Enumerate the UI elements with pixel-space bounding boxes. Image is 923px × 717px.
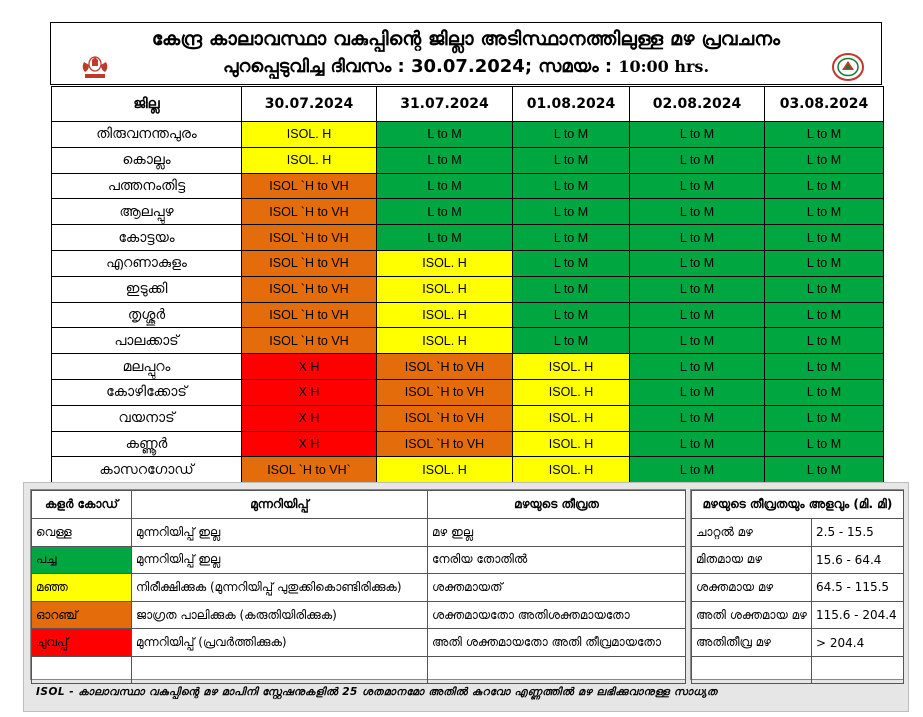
- forecast-cell: ISOL. H: [242, 147, 377, 173]
- forecast-cell: ISOL. H: [377, 250, 513, 276]
- forecast-cell: ISOL `H to VH: [242, 276, 377, 302]
- forecast-cell: L to M: [630, 250, 765, 276]
- forecast-cell: L to M: [377, 147, 513, 173]
- forecast-cell: ISOL `H to VH: [242, 328, 377, 354]
- color-code-table: [31, 490, 686, 684]
- table-row: [52, 431, 884, 457]
- district-name: പാലക്കാട്: [52, 328, 242, 354]
- forecast-cell: L to M: [513, 122, 630, 148]
- warning-header: മുന്നറിയിപ്പ്: [132, 491, 428, 519]
- table-row: [52, 379, 884, 405]
- forecast-cell: ISOL `H to VH: [377, 379, 513, 405]
- rain-category: മിതമായ മഴ: [692, 546, 812, 574]
- table-row: [52, 122, 884, 148]
- legend-row: [32, 574, 686, 602]
- forecast-cell: L to M: [513, 302, 630, 328]
- legend-header-row: [32, 491, 686, 519]
- district-name: വയനാട്: [52, 405, 242, 431]
- forecast-header: [50, 22, 882, 85]
- forecast-cell: L to M: [513, 199, 630, 225]
- warning-text: നിരീക്ഷിക്കുക (മുന്നറിയിപ്പ് പുതുക്കികൊണ്ടിരിക്കുക): [132, 574, 428, 602]
- forecast-cell: L to M: [765, 122, 884, 148]
- forecast-cell: L to M: [630, 199, 765, 225]
- forecast-cell: L to M: [513, 225, 630, 251]
- imd-logo-icon: [831, 52, 865, 82]
- intensity-scale-header: മഴയുടെ തീവ്രതയും അളവും (മി. മി): [692, 491, 904, 519]
- forecast-cell: X H: [242, 379, 377, 405]
- legend-row: [32, 546, 686, 574]
- intensity-header: മഴയുടെ തീവ്രത: [428, 491, 686, 519]
- forecast-cell: L to M: [513, 276, 630, 302]
- forecast-cell: L to M: [630, 276, 765, 302]
- color-swatch-label: ചുവപ്പ്: [32, 629, 132, 657]
- forecast-cell: ISOL. H: [377, 328, 513, 354]
- empty-cell: [692, 656, 812, 683]
- forecast-cell: ISOL. H: [377, 457, 513, 483]
- forecast-cell: L to M: [765, 276, 884, 302]
- district-name: കണ്ണൂർ: [52, 431, 242, 457]
- forecast-cell: L to M: [377, 173, 513, 199]
- scale-blank-row: [692, 656, 904, 683]
- forecast-cell: L to M: [630, 302, 765, 328]
- district-name: കോട്ടയം: [52, 225, 242, 251]
- forecast-table: [51, 86, 884, 483]
- forecast-cell: ISOL. H: [513, 457, 630, 483]
- empty-cell: [812, 656, 904, 683]
- intensity-text: ശക്തമായതോ അതിശക്തമായതോ: [428, 601, 686, 629]
- forecast-cell: L to M: [513, 250, 630, 276]
- forecast-cell: ISOL. H: [513, 431, 630, 457]
- forecast-cell: ISOL `H to VH`: [242, 457, 377, 483]
- legend-panel: [23, 482, 909, 712]
- legend-row: [32, 629, 686, 657]
- district-name: പത്തനംതിട്ട: [52, 173, 242, 199]
- table-row: [52, 147, 884, 173]
- forecast-cell: ISOL. H: [513, 379, 630, 405]
- district-name: മലപ്പുറം: [52, 354, 242, 380]
- table-row: [52, 250, 884, 276]
- forecast-cell: L to M: [765, 250, 884, 276]
- district-name: ആലപ്പുഴ: [52, 199, 242, 225]
- district-name: തൃശ്ശൂർ: [52, 302, 242, 328]
- warning-text: മുന്നറിയിപ്പ് ഇല്ല: [132, 546, 428, 574]
- color-swatch-label: ഓറഞ്ച്: [32, 601, 132, 629]
- date-column-header: 02.08.2024: [630, 87, 765, 122]
- district-name: കോഴിക്കോട്: [52, 379, 242, 405]
- table-row: [52, 328, 884, 354]
- rain-range: 64.5 - 115.5: [812, 574, 904, 602]
- legend-row: [32, 601, 686, 629]
- forecast-cell: ISOL `H to VH: [377, 405, 513, 431]
- forecast-cell: L to M: [630, 328, 765, 354]
- intensity-scale-table: [691, 490, 904, 684]
- forecast-cell: L to M: [630, 122, 765, 148]
- forecast-cell: X H: [242, 405, 377, 431]
- color-swatch-label: പച്ച: [32, 546, 132, 574]
- table-row: [52, 405, 884, 431]
- scale-header-row: [692, 491, 904, 519]
- isol-footnote: ISOL - കാലാവസ്ഥാ വകുപ്പിന്റെ മഴ മാപിനി സ്റ്റേഷനുകളിൽ 25 ശതമാനമോ അതിൽ കുറവോ എണ്ണത്തിൽ മഴ ലഭിക്കുവാനുള്ള സാധ്യത: [36, 686, 718, 698]
- forecast-cell: L to M: [630, 354, 765, 380]
- forecast-cell: L to M: [765, 405, 884, 431]
- forecast-cell: L to M: [513, 328, 630, 354]
- rain-category: അതിതീവ്ര മഴ: [692, 629, 812, 657]
- forecast-cell: X H: [242, 431, 377, 457]
- table-row: [52, 302, 884, 328]
- forecast-cell: ISOL. H: [242, 122, 377, 148]
- forecast-cell: L to M: [630, 173, 765, 199]
- forecast-cell: L to M: [765, 225, 884, 251]
- rain-range: 15.6 - 64.4: [812, 546, 904, 574]
- legend-row: [32, 519, 686, 547]
- district-name: കൊല്ലം: [52, 147, 242, 173]
- district-name: കാസറഗോഡ്: [52, 457, 242, 483]
- forecast-cell: ISOL. H: [513, 405, 630, 431]
- forecast-cell: L to M: [630, 379, 765, 405]
- color-swatch-label: വെള്ള: [32, 519, 132, 547]
- empty-cell: [132, 656, 428, 683]
- intensity-text: മഴ ഇല്ല: [428, 519, 686, 547]
- district-column-header: ജില്ല: [52, 87, 242, 122]
- intensity-scale-legend: [690, 489, 904, 680]
- forecast-cell: L to M: [377, 122, 513, 148]
- forecast-cell: L to M: [765, 173, 884, 199]
- forecast-cell: L to M: [513, 173, 630, 199]
- table-row: [52, 457, 884, 483]
- intensity-text: ശക്തമായത്: [428, 574, 686, 602]
- forecast-cell: ISOL `H to VH: [242, 250, 377, 276]
- forecast-cell: L to M: [765, 302, 884, 328]
- forecast-cell: L to M: [513, 147, 630, 173]
- forecast-cell: ISOL `H to VH: [377, 354, 513, 380]
- table-row: [52, 199, 884, 225]
- district-name: എറണാകുളം: [52, 250, 242, 276]
- scale-row: [692, 629, 904, 657]
- published-datetime: [51, 56, 881, 77]
- legend-blank-row: [32, 656, 686, 683]
- forecast-cell: ISOL `H to VH: [242, 173, 377, 199]
- forecast-cell: ISOL. H: [377, 276, 513, 302]
- color-code-header: കളർ കോഡ്: [32, 491, 132, 519]
- warning-text: ജാഗ്രത പാലിക്കുക (കരുതിയിരിക്കുക): [132, 601, 428, 629]
- intensity-text: നേരിയ തോതിൽ: [428, 546, 686, 574]
- forecast-cell: ISOL `H to VH: [377, 431, 513, 457]
- date-column-header: 31.07.2024: [377, 87, 513, 122]
- forecast-cell: L to M: [630, 431, 765, 457]
- forecast-cell: L to M: [630, 405, 765, 431]
- page-title: കേന്ദ്ര കാലാവസ്ഥാ വകുപ്പിന്റെ ജില്ലാ അടിസ്ഥാനത്തിലുള്ള മഴ പ്രവചനം: [151, 28, 781, 50]
- empty-cell: [32, 656, 132, 683]
- rain-category: അതി ശക്തമായ മഴ: [692, 601, 812, 629]
- table-row: [52, 354, 884, 380]
- forecast-cell: ISOL. H: [377, 302, 513, 328]
- forecast-cell: L to M: [630, 147, 765, 173]
- forecast-cell: L to M: [630, 225, 765, 251]
- date-column-header: 01.08.2024: [513, 87, 630, 122]
- forecast-cell: L to M: [765, 431, 884, 457]
- forecast-cell: ISOL `H to VH: [242, 199, 377, 225]
- rain-category: ചാറ്റൽ മഴ: [692, 519, 812, 547]
- rain-range: > 204.4: [812, 629, 904, 657]
- scale-row: [692, 519, 904, 547]
- kerala-emblem-icon: [79, 54, 111, 80]
- table-row: [52, 276, 884, 302]
- table-row: [52, 225, 884, 251]
- date-column-header: 30.07.2024: [242, 87, 377, 122]
- empty-cell: [428, 656, 686, 683]
- warning-text: മുന്നറിയിപ്പ് ഇല്ല: [132, 519, 428, 547]
- forecast-cell: X H: [242, 354, 377, 380]
- forecast-cell: L to M: [765, 379, 884, 405]
- scale-row: [692, 574, 904, 602]
- intensity-text: അതി ശക്തമായതോ അതി തീവ്രമായതോ: [428, 629, 686, 657]
- district-name: തിരുവനന്തപുരം: [52, 122, 242, 148]
- scale-row: [692, 601, 904, 629]
- forecast-cell: L to M: [765, 199, 884, 225]
- rain-range: 115.6 - 204.4: [812, 601, 904, 629]
- forecast-cell: ISOL `H to VH: [242, 225, 377, 251]
- forecast-cell: ISOL. H: [513, 354, 630, 380]
- scale-row: [692, 546, 904, 574]
- forecast-cell: L to M: [765, 147, 884, 173]
- district-name: ഇടുക്കി: [52, 276, 242, 302]
- color-code-legend: [30, 489, 686, 680]
- forecast-cell: L to M: [377, 199, 513, 225]
- forecast-cell: L to M: [630, 457, 765, 483]
- published-label: പുറപ്പെടുവിച്ച ദിവസം : 30.07.2024; സമയം :: [222, 56, 619, 77]
- warning-text: മുന്നറിയിപ്പ് (പ്രവർത്തിക്കുക): [132, 629, 428, 657]
- forecast-cell: L to M: [765, 354, 884, 380]
- table-header-row: [52, 87, 884, 122]
- table-row: [52, 173, 884, 199]
- forecast-cell: L to M: [765, 457, 884, 483]
- forecast-cell: ISOL `H to VH: [242, 302, 377, 328]
- rain-category: ശക്തമായ മഴ: [692, 574, 812, 602]
- published-time: 10:00 hrs.: [618, 57, 710, 76]
- date-column-header: 03.08.2024: [765, 87, 884, 122]
- rain-range: 2.5 - 15.5: [812, 519, 904, 547]
- color-swatch-label: മഞ്ഞ: [32, 574, 132, 602]
- forecast-cell: L to M: [377, 225, 513, 251]
- forecast-cell: L to M: [765, 328, 884, 354]
